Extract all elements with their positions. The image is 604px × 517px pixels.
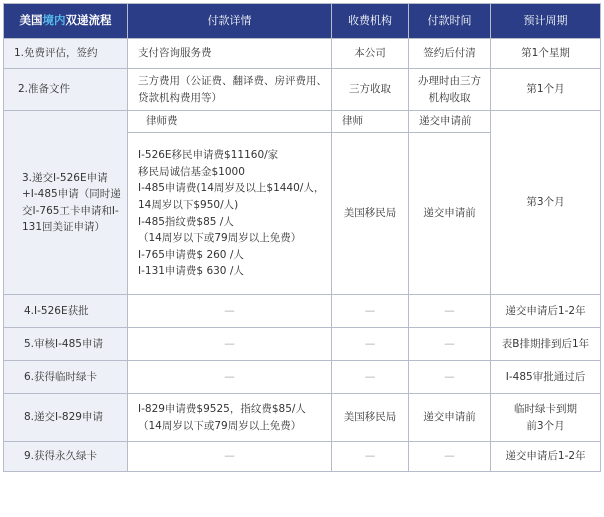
time-cell: 办理时由三方机构收取 bbox=[409, 69, 491, 111]
stage-cell: 3.递交I-526E申请+I-485申请（同时递交I-765工卡申请和I-131回美证申请） bbox=[4, 111, 128, 295]
period-cell: I-485审批通过后 bbox=[491, 361, 601, 394]
time-cell: — bbox=[409, 295, 491, 328]
detail-cell: — bbox=[128, 295, 332, 328]
org-cell: — bbox=[332, 361, 409, 394]
org-cell: 三方收取 bbox=[332, 69, 409, 111]
time-cell: — bbox=[409, 328, 491, 361]
detail-cell: I-829申请费$9525，指纹费$85/人（14周岁以下或79周岁以上免费） bbox=[128, 394, 332, 442]
stage-cell: 8.递交I-829申请 bbox=[4, 394, 128, 442]
time-cell: 递交申请前 bbox=[409, 394, 491, 442]
stage-cell: 6.获得临时绿卡 bbox=[4, 361, 128, 394]
table-row bbox=[4, 394, 601, 442]
org-cell: — bbox=[332, 295, 409, 328]
stage-cell: 1.免费评估，签约 bbox=[4, 39, 128, 69]
org-cell: — bbox=[332, 328, 409, 361]
time-cell: — bbox=[409, 361, 491, 394]
period-cell: 递交申请后1-2年 bbox=[491, 295, 601, 328]
header-period: 预计周期 bbox=[491, 4, 601, 39]
period-cell: 第1个月 bbox=[491, 69, 601, 111]
header-stage-part1: 美国 bbox=[19, 13, 43, 28]
time-cell: — bbox=[409, 442, 491, 472]
header-time: 付款时间 bbox=[409, 4, 491, 39]
lawyer-org-cell: 律师 bbox=[332, 111, 409, 133]
fee-line: I-485申请费(14周岁及以上$1440/人，14周岁以下$950/人) bbox=[138, 182, 325, 211]
time-cell: 递交申请前 bbox=[409, 133, 491, 295]
org-cell: 美国移民局 bbox=[332, 133, 409, 295]
fee-line: I-131申请费$ 630 /人 bbox=[138, 265, 244, 278]
fee-line: I-765申请费$ 260 /人 bbox=[138, 248, 244, 261]
table-row bbox=[4, 39, 601, 69]
header-stage bbox=[4, 4, 128, 39]
stage-cell: 2.准备文件 bbox=[4, 69, 128, 111]
header-detail: 付款详情 bbox=[128, 4, 332, 39]
stage-cell: 9.获得永久绿卡 bbox=[4, 442, 128, 472]
detail-cell: — bbox=[128, 328, 332, 361]
detail-cell: 三方费用（公证费、翻译费、房评费用、贷款机构费用等） bbox=[128, 69, 332, 111]
lawyer-fee-cell: 律师费 bbox=[128, 111, 332, 133]
period-cell: 第1个星期 bbox=[491, 39, 601, 69]
detail-cell: — bbox=[128, 361, 332, 394]
stage-cell: 4.I-526E获批 bbox=[4, 295, 128, 328]
header-row bbox=[4, 4, 601, 39]
fee-line: （14周岁以下或79周岁以上免费） bbox=[138, 232, 302, 245]
header-org: 收费机构 bbox=[332, 4, 409, 39]
table-row bbox=[4, 69, 601, 111]
time-cell: 签约后付清 bbox=[409, 39, 491, 69]
period-cell: 临时绿卡到期前3个月 bbox=[491, 394, 601, 442]
org-cell: — bbox=[332, 442, 409, 472]
period-cell: 表B排期排到后1年 bbox=[491, 328, 601, 361]
process-table bbox=[3, 3, 601, 472]
table-row bbox=[4, 328, 601, 361]
table-row bbox=[4, 442, 601, 472]
org-cell: 美国移民局 bbox=[332, 394, 409, 442]
org-cell: 本公司 bbox=[332, 39, 409, 69]
fee-line: 移民局诚信基金$1000 bbox=[138, 165, 245, 178]
lawyer-time-cell: 递交申请前 bbox=[409, 111, 491, 133]
header-stage-highlight: 境内 bbox=[42, 13, 66, 28]
fee-line: I-485指纹费$85 /人 bbox=[138, 215, 234, 228]
detail-cell: — bbox=[128, 442, 332, 472]
period-cell: 递交申请后1-2年 bbox=[491, 442, 601, 472]
period-cell: 第3个月 bbox=[491, 111, 601, 295]
fee-line: I-526E移民申请费$11160/家 bbox=[138, 149, 279, 162]
fees-cell bbox=[128, 133, 332, 295]
header-stage-part3: 双递流程 bbox=[65, 13, 112, 28]
table-row bbox=[4, 295, 601, 328]
stage-cell: 5.审核I-485申请 bbox=[4, 328, 128, 361]
table-row bbox=[4, 111, 601, 133]
detail-cell: 支付咨询服务费 bbox=[128, 39, 332, 69]
table-row bbox=[4, 361, 601, 394]
